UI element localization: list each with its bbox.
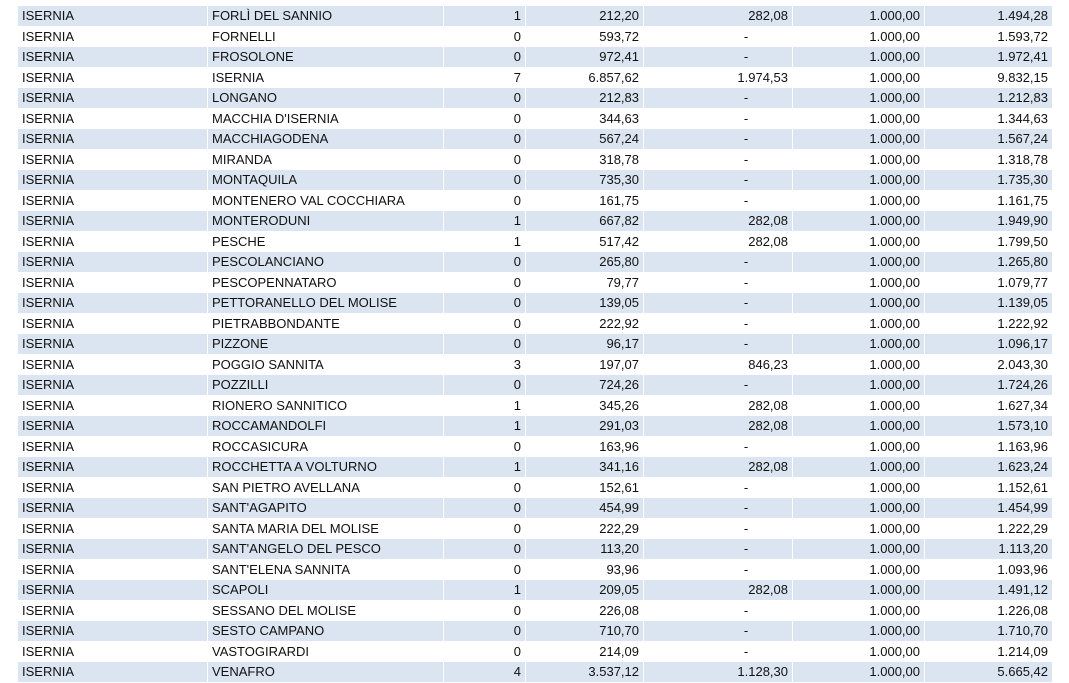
cell-value-1: 567,24 xyxy=(526,129,644,150)
table-row xyxy=(18,457,1053,478)
table-row xyxy=(18,518,1053,539)
cell-value-3: 1.000,00 xyxy=(793,477,925,498)
cell-total: 1.152,61 xyxy=(925,477,1053,498)
cell-value-3: 1.000,00 xyxy=(793,436,925,457)
cell-provincia: ISERNIA xyxy=(18,559,208,580)
cell-comune: ROCCHETTA A VOLTURNO xyxy=(208,457,444,478)
cell-value-2: - xyxy=(644,149,793,170)
cell-value-1: 209,05 xyxy=(526,580,644,601)
cell-count: 0 xyxy=(444,641,526,662)
table-row xyxy=(18,26,1053,47)
cell-provincia: ISERNIA xyxy=(18,354,208,375)
cell-value-3: 1.000,00 xyxy=(793,149,925,170)
table-row xyxy=(18,272,1053,293)
cell-total: 1.226,08 xyxy=(925,600,1053,621)
cell-count: 0 xyxy=(444,170,526,191)
cell-value-1: 724,26 xyxy=(526,375,644,396)
cell-provincia: ISERNIA xyxy=(18,436,208,457)
cell-total: 1.735,30 xyxy=(925,170,1053,191)
cell-value-2: 282,08 xyxy=(644,580,793,601)
cell-total: 1.079,77 xyxy=(925,272,1053,293)
table-row xyxy=(18,129,1053,150)
cell-value-2: 282,08 xyxy=(644,416,793,437)
cell-count: 0 xyxy=(444,334,526,355)
table-body xyxy=(18,6,1053,682)
cell-comune: FORNELLI xyxy=(208,26,444,47)
table-row xyxy=(18,231,1053,252)
cell-value-3: 1.000,00 xyxy=(793,559,925,580)
table-row xyxy=(18,559,1053,580)
cell-value-2: - xyxy=(644,477,793,498)
table-row xyxy=(18,108,1053,129)
cell-value-1: 197,07 xyxy=(526,354,644,375)
cell-count: 1 xyxy=(444,580,526,601)
cell-value-1: 454,99 xyxy=(526,498,644,519)
table-row xyxy=(18,539,1053,560)
cell-count: 1 xyxy=(444,6,526,26)
cell-value-3: 1.000,00 xyxy=(793,518,925,539)
cell-comune: MONTENERO VAL COCCHIARA xyxy=(208,190,444,211)
cell-count: 0 xyxy=(444,375,526,396)
cell-provincia: ISERNIA xyxy=(18,416,208,437)
cell-count: 1 xyxy=(444,457,526,478)
cell-value-3: 1.000,00 xyxy=(793,88,925,109)
cell-value-3: 1.000,00 xyxy=(793,498,925,519)
cell-value-1: 667,82 xyxy=(526,211,644,232)
cell-value-3: 1.000,00 xyxy=(793,621,925,642)
cell-value-2: - xyxy=(644,539,793,560)
cell-value-2: - xyxy=(644,88,793,109)
cell-total: 1.344,63 xyxy=(925,108,1053,129)
cell-comune: SAN PIETRO AVELLANA xyxy=(208,477,444,498)
cell-value-1: 79,77 xyxy=(526,272,644,293)
cell-comune: MONTERODUNI xyxy=(208,211,444,232)
cell-provincia: ISERNIA xyxy=(18,211,208,232)
cell-value-2: - xyxy=(644,498,793,519)
cell-comune: MACCHIA D'ISERNIA xyxy=(208,108,444,129)
cell-value-2: - xyxy=(644,252,793,273)
cell-comune: POZZILLI xyxy=(208,375,444,396)
cell-count: 1 xyxy=(444,231,526,252)
cell-comune: SANT'ELENA SANNITA xyxy=(208,559,444,580)
cell-value-2: - xyxy=(644,313,793,334)
cell-comune: VASTOGIRARDI xyxy=(208,641,444,662)
table-row xyxy=(18,293,1053,314)
cell-comune: SESSANO DEL MOLISE xyxy=(208,600,444,621)
cell-comune: LONGANO xyxy=(208,88,444,109)
cell-total: 1.214,09 xyxy=(925,641,1053,662)
cell-value-3: 1.000,00 xyxy=(793,252,925,273)
cell-provincia: ISERNIA xyxy=(18,375,208,396)
cell-total: 1.799,50 xyxy=(925,231,1053,252)
cell-value-2: - xyxy=(644,621,793,642)
cell-value-2: - xyxy=(644,190,793,211)
table-row xyxy=(18,211,1053,232)
cell-value-3: 1.000,00 xyxy=(793,108,925,129)
cell-comune: MIRANDA xyxy=(208,149,444,170)
cell-value-2: 1.974,53 xyxy=(644,67,793,88)
cell-count: 0 xyxy=(444,600,526,621)
cell-value-3: 1.000,00 xyxy=(793,641,925,662)
data-table xyxy=(17,6,1053,683)
cell-value-3: 1.000,00 xyxy=(793,47,925,68)
cell-provincia: ISERNIA xyxy=(18,518,208,539)
cell-value-1: 291,03 xyxy=(526,416,644,437)
cell-comune: FROSOLONE xyxy=(208,47,444,68)
cell-total: 1.593,72 xyxy=(925,26,1053,47)
cell-value-2: - xyxy=(644,26,793,47)
cell-count: 0 xyxy=(444,539,526,560)
cell-value-1: 139,05 xyxy=(526,293,644,314)
cell-value-3: 1.000,00 xyxy=(793,272,925,293)
cell-comune: FORLÌ DEL SANNIO xyxy=(208,6,444,26)
cell-value-3: 1.000,00 xyxy=(793,457,925,478)
cell-comune: PESCOPENNATARO xyxy=(208,272,444,293)
cell-value-1: 265,80 xyxy=(526,252,644,273)
cell-provincia: ISERNIA xyxy=(18,662,208,683)
cell-count: 0 xyxy=(444,108,526,129)
cell-total: 1.318,78 xyxy=(925,149,1053,170)
cell-value-2: 282,08 xyxy=(644,457,793,478)
cell-value-2: 282,08 xyxy=(644,395,793,416)
cell-count: 4 xyxy=(444,662,526,683)
cell-total: 1.972,41 xyxy=(925,47,1053,68)
cell-count: 3 xyxy=(444,354,526,375)
table-row xyxy=(18,395,1053,416)
cell-value-2: - xyxy=(644,375,793,396)
cell-value-2: 282,08 xyxy=(644,211,793,232)
cell-total: 1.494,28 xyxy=(925,6,1053,26)
cell-comune: SANT'AGAPITO xyxy=(208,498,444,519)
cell-value-2: 1.128,30 xyxy=(644,662,793,683)
cell-provincia: ISERNIA xyxy=(18,457,208,478)
table-row xyxy=(18,477,1053,498)
cell-total: 1.623,24 xyxy=(925,457,1053,478)
cell-value-2: 282,08 xyxy=(644,231,793,252)
cell-provincia: ISERNIA xyxy=(18,47,208,68)
cell-count: 0 xyxy=(444,518,526,539)
cell-comune: POGGIO SANNITA xyxy=(208,354,444,375)
cell-count: 0 xyxy=(444,498,526,519)
cell-provincia: ISERNIA xyxy=(18,67,208,88)
cell-value-3: 1.000,00 xyxy=(793,293,925,314)
cell-count: 0 xyxy=(444,190,526,211)
cell-provincia: ISERNIA xyxy=(18,170,208,191)
cell-comune: SANTA MARIA DEL MOLISE xyxy=(208,518,444,539)
table-row xyxy=(18,67,1053,88)
cell-value-1: 6.857,62 xyxy=(526,67,644,88)
cell-value-1: 163,96 xyxy=(526,436,644,457)
cell-total: 1.096,17 xyxy=(925,334,1053,355)
cell-value-3: 1.000,00 xyxy=(793,313,925,334)
cell-total: 1.139,05 xyxy=(925,293,1053,314)
table-row xyxy=(18,600,1053,621)
cell-value-3: 1.000,00 xyxy=(793,231,925,252)
cell-count: 0 xyxy=(444,313,526,334)
cell-comune: PIETRABBONDANTE xyxy=(208,313,444,334)
cell-comune: SESTO CAMPANO xyxy=(208,621,444,642)
table-row xyxy=(18,252,1053,273)
cell-total: 1.265,80 xyxy=(925,252,1053,273)
cell-total: 1.161,75 xyxy=(925,190,1053,211)
cell-total: 1.567,24 xyxy=(925,129,1053,150)
cell-value-1: 517,42 xyxy=(526,231,644,252)
cell-provincia: ISERNIA xyxy=(18,313,208,334)
cell-value-2: - xyxy=(644,559,793,580)
cell-value-2: - xyxy=(644,334,793,355)
cell-provincia: ISERNIA xyxy=(18,129,208,150)
cell-provincia: ISERNIA xyxy=(18,6,208,26)
cell-value-2: - xyxy=(644,108,793,129)
table-row xyxy=(18,662,1053,683)
table-row xyxy=(18,334,1053,355)
cell-provincia: ISERNIA xyxy=(18,539,208,560)
cell-comune: MONTAQUILA xyxy=(208,170,444,191)
cell-comune: MACCHIAGODENA xyxy=(208,129,444,150)
cell-value-1: 3.537,12 xyxy=(526,662,644,683)
cell-comune: SANT'ANGELO DEL PESCO xyxy=(208,539,444,560)
cell-value-1: 710,70 xyxy=(526,621,644,642)
cell-total: 1.163,96 xyxy=(925,436,1053,457)
cell-provincia: ISERNIA xyxy=(18,334,208,355)
cell-total: 9.832,15 xyxy=(925,67,1053,88)
table-row xyxy=(18,88,1053,109)
cell-comune: PESCHE xyxy=(208,231,444,252)
table-row xyxy=(18,190,1053,211)
cell-value-1: 96,17 xyxy=(526,334,644,355)
cell-provincia: ISERNIA xyxy=(18,600,208,621)
cell-provincia: ISERNIA xyxy=(18,641,208,662)
cell-value-1: 212,83 xyxy=(526,88,644,109)
cell-value-3: 1.000,00 xyxy=(793,395,925,416)
cell-total: 5.665,42 xyxy=(925,662,1053,683)
cell-value-1: 222,29 xyxy=(526,518,644,539)
cell-provincia: ISERNIA xyxy=(18,26,208,47)
cell-value-3: 1.000,00 xyxy=(793,375,925,396)
cell-total: 1.222,29 xyxy=(925,518,1053,539)
cell-value-3: 1.000,00 xyxy=(793,334,925,355)
cell-provincia: ISERNIA xyxy=(18,477,208,498)
cell-value-2: - xyxy=(644,272,793,293)
table-row xyxy=(18,641,1053,662)
table-row xyxy=(18,498,1053,519)
cell-value-3: 1.000,00 xyxy=(793,190,925,211)
cell-comune: ROCCAMANDOLFI xyxy=(208,416,444,437)
cell-provincia: ISERNIA xyxy=(18,252,208,273)
cell-value-3: 1.000,00 xyxy=(793,662,925,683)
cell-value-3: 1.000,00 xyxy=(793,129,925,150)
cell-total: 1.627,34 xyxy=(925,395,1053,416)
table-row xyxy=(18,436,1053,457)
table-row xyxy=(18,354,1053,375)
cell-comune: ISERNIA xyxy=(208,67,444,88)
cell-total: 1.491,12 xyxy=(925,580,1053,601)
cell-count: 1 xyxy=(444,416,526,437)
cell-value-1: 93,96 xyxy=(526,559,644,580)
cell-value-1: 341,16 xyxy=(526,457,644,478)
cell-value-2: - xyxy=(644,47,793,68)
cell-value-1: 226,08 xyxy=(526,600,644,621)
cell-value-3: 1.000,00 xyxy=(793,170,925,191)
cell-count: 0 xyxy=(444,272,526,293)
cell-value-2: 846,23 xyxy=(644,354,793,375)
cell-comune: PETTORANELLO DEL MOLISE xyxy=(208,293,444,314)
cell-comune: PESCOLANCIANO xyxy=(208,252,444,273)
cell-value-3: 1.000,00 xyxy=(793,580,925,601)
table-row xyxy=(18,580,1053,601)
cell-count: 1 xyxy=(444,395,526,416)
table-row xyxy=(18,47,1053,68)
cell-count: 0 xyxy=(444,293,526,314)
cell-total: 1.212,83 xyxy=(925,88,1053,109)
cell-total: 1.949,90 xyxy=(925,211,1053,232)
cell-value-1: 593,72 xyxy=(526,26,644,47)
table-row xyxy=(18,621,1053,642)
cell-value-2: - xyxy=(644,436,793,457)
cell-count: 0 xyxy=(444,149,526,170)
cell-count: 0 xyxy=(444,252,526,273)
cell-value-1: 222,92 xyxy=(526,313,644,334)
cell-value-2: - xyxy=(644,170,793,191)
cell-value-3: 1.000,00 xyxy=(793,600,925,621)
cell-value-1: 113,20 xyxy=(526,539,644,560)
cell-total: 1.454,99 xyxy=(925,498,1053,519)
table-row xyxy=(18,313,1053,334)
cell-provincia: ISERNIA xyxy=(18,580,208,601)
cell-value-3: 1.000,00 xyxy=(793,26,925,47)
cell-value-3: 1.000,00 xyxy=(793,67,925,88)
cell-provincia: ISERNIA xyxy=(18,293,208,314)
cell-value-1: 344,63 xyxy=(526,108,644,129)
cell-value-1: 152,61 xyxy=(526,477,644,498)
cell-count: 0 xyxy=(444,477,526,498)
cell-total: 2.043,30 xyxy=(925,354,1053,375)
cell-value-2: - xyxy=(644,600,793,621)
cell-count: 0 xyxy=(444,47,526,68)
cell-comune: RIONERO SANNITICO xyxy=(208,395,444,416)
cell-value-1: 735,30 xyxy=(526,170,644,191)
cell-value-1: 318,78 xyxy=(526,149,644,170)
cell-count: 7 xyxy=(444,67,526,88)
cell-total: 1.093,96 xyxy=(925,559,1053,580)
table-row xyxy=(18,170,1053,191)
cell-comune: SCAPOLI xyxy=(208,580,444,601)
cell-count: 0 xyxy=(444,436,526,457)
cell-value-1: 212,20 xyxy=(526,6,644,26)
cell-count: 1 xyxy=(444,211,526,232)
cell-provincia: ISERNIA xyxy=(18,108,208,129)
cell-total: 1.724,26 xyxy=(925,375,1053,396)
cell-total: 1.573,10 xyxy=(925,416,1053,437)
cell-comune: VENAFRO xyxy=(208,662,444,683)
cell-total: 1.113,20 xyxy=(925,539,1053,560)
cell-value-2: 282,08 xyxy=(644,6,793,26)
cell-provincia: ISERNIA xyxy=(18,149,208,170)
table-row xyxy=(18,6,1053,26)
cell-value-3: 1.000,00 xyxy=(793,416,925,437)
cell-provincia: ISERNIA xyxy=(18,88,208,109)
cell-count: 0 xyxy=(444,26,526,47)
cell-provincia: ISERNIA xyxy=(18,621,208,642)
cell-count: 0 xyxy=(444,129,526,150)
cell-provincia: ISERNIA xyxy=(18,498,208,519)
cell-provincia: ISERNIA xyxy=(18,272,208,293)
cell-comune: PIZZONE xyxy=(208,334,444,355)
cell-value-3: 1.000,00 xyxy=(793,354,925,375)
cell-count: 0 xyxy=(444,88,526,109)
cell-value-1: 345,26 xyxy=(526,395,644,416)
cell-count: 0 xyxy=(444,621,526,642)
cell-count: 0 xyxy=(444,559,526,580)
cell-total: 1.222,92 xyxy=(925,313,1053,334)
cell-value-3: 1.000,00 xyxy=(793,539,925,560)
cell-value-1: 161,75 xyxy=(526,190,644,211)
table-row xyxy=(18,149,1053,170)
table-row xyxy=(18,375,1053,396)
table-row xyxy=(18,416,1053,437)
cell-value-2: - xyxy=(644,129,793,150)
cell-value-2: - xyxy=(644,518,793,539)
cell-value-3: 1.000,00 xyxy=(793,6,925,26)
cell-comune: ROCCASICURA xyxy=(208,436,444,457)
cell-provincia: ISERNIA xyxy=(18,395,208,416)
cell-total: 1.710,70 xyxy=(925,621,1053,642)
cell-value-1: 214,09 xyxy=(526,641,644,662)
cell-provincia: ISERNIA xyxy=(18,190,208,211)
cell-value-2: - xyxy=(644,293,793,314)
cell-value-1: 972,41 xyxy=(526,47,644,68)
cell-provincia: ISERNIA xyxy=(18,231,208,252)
cell-value-3: 1.000,00 xyxy=(793,211,925,232)
cell-value-2: - xyxy=(644,641,793,662)
